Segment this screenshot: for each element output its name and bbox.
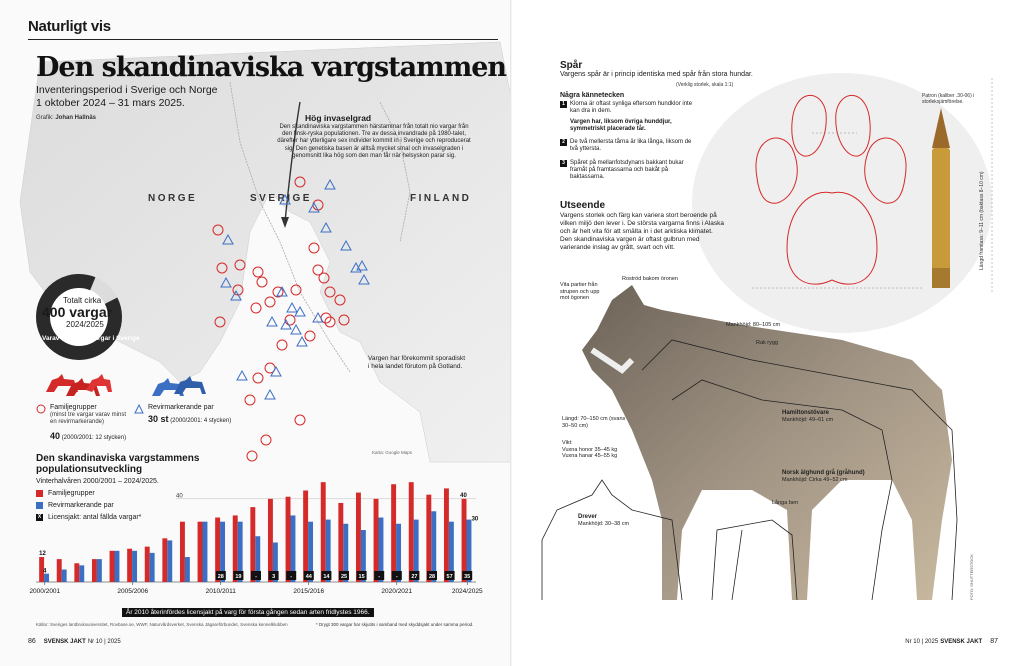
- wolf-pair-blue-icon: [150, 372, 210, 400]
- family-swatch: [36, 490, 43, 497]
- bar-family: [374, 499, 379, 582]
- paw-length-label: Längd framtass: 9–11 cm (baktass 8–10 cm): [979, 171, 985, 270]
- family-group-marker: [217, 263, 227, 273]
- sources: Källor: Sveriges lantbruksuniversitet, Rovbase.se, WWF, Naturvårdsverket, Svenska Jägareförbundet, Svenska kennelklubben: [36, 622, 288, 627]
- data-label-last-revir: 30: [471, 516, 479, 523]
- family-group-marker: [319, 273, 329, 283]
- family-group-marker: [313, 200, 323, 210]
- donut-sweden-label: Varav cirka 355 vargar i Sverige: [42, 335, 140, 342]
- revir-pair-marker: [321, 223, 331, 232]
- license-kill-label: -: [255, 574, 257, 580]
- family-group-marker: [295, 177, 305, 187]
- characteristic-1: 1 Klorna är oftast synliga eftersom hundklor inte kan dra in dem.: [560, 101, 700, 115]
- map-credit: Karta: Google Maps: [372, 450, 413, 455]
- family-group-marker: [235, 260, 245, 270]
- bar-family: [92, 559, 97, 582]
- label-elkhound: Norsk älghund grå (gråhund) Mankhöjd: Cirka 49–52 cm: [782, 470, 865, 483]
- section-tag: Naturligt vis: [28, 18, 111, 35]
- graphic-credit: Grafik: Johan Hallnäs: [36, 115, 97, 121]
- revir-pair-marker: [221, 278, 231, 287]
- label-back: Rak rygg: [756, 340, 779, 346]
- bar-revir: [202, 522, 207, 582]
- bar-family: [162, 538, 167, 582]
- footnote: * Drygt 300 vargar har skjutits i samband med skyddsjakt under samma period.: [316, 622, 474, 627]
- page-footer-right: Nr 10 | 2025 SVENSK JAKT 87: [905, 638, 998, 645]
- cartridge-label: Patron (kaliber .30-06) i storleksjämförelse.: [922, 93, 975, 105]
- bar-revir: [62, 570, 67, 582]
- license-kill-label: -: [395, 574, 398, 580]
- gridline-label: 40: [176, 493, 183, 500]
- family-group-marker: [213, 225, 223, 235]
- page-number: 87: [990, 638, 998, 645]
- label-hamilton: Hamiltonstövare Mankhöjd: 49–61 cm: [782, 410, 834, 423]
- label-rust: Roströd bakom öronen: [622, 276, 678, 282]
- license-kill-label: 14: [323, 574, 330, 580]
- scale-note: (Verklig storlek, skala 1:1): [676, 82, 734, 88]
- country-label-finland: FINLAND: [410, 193, 472, 204]
- bar-family: [356, 493, 361, 582]
- spar-subtitle: Vargens spår är i princip identiska med spår från stora hundar.: [560, 71, 753, 78]
- characteristic-2: 2 De två mellersta tårna är lika långa, liksom de två yttersta.: [560, 139, 700, 153]
- revir-pair-marker: [351, 263, 361, 272]
- bar-revir: [79, 565, 84, 582]
- bar-family: [198, 522, 203, 582]
- subtitle-2: 1 oktober 2024 – 31 mars 2025.: [36, 97, 185, 109]
- family-group-marker: [265, 297, 275, 307]
- bar-revir: [114, 551, 119, 582]
- x-tick-label: 2005/2006: [117, 588, 149, 595]
- x-tick-label: 2015/2016: [293, 588, 325, 595]
- bar-family: [426, 495, 431, 582]
- subtitle-1: Inventeringsperiod i Sverige och Norge: [36, 84, 218, 96]
- revir-pair-marker: [237, 371, 247, 380]
- x-tick-label: 2000/2001: [29, 588, 61, 595]
- revir-pair-marker: [223, 235, 233, 244]
- appearance-body: Vargens storlek och färg kan variera stort beroende på vilken miljö den lever i. De största vargarna finns i Alaska och är helt vita för att smälta in i det arktiska klimatet. Den skandinaviska vargen är oftast gulbrun med varierande inslag av grått, svart och vitt.: [560, 212, 725, 251]
- sporadic-note: Vargen har förekommit sporadiskt i hela landet förutom på Gotland.: [368, 355, 466, 370]
- family-group-marker: [253, 373, 263, 383]
- bar-family: [391, 484, 396, 582]
- bar-family: [110, 551, 115, 582]
- license-marker-icon: X: [37, 514, 42, 520]
- revir-pair-marker: [271, 367, 281, 376]
- license-kill-label: 44: [305, 574, 312, 580]
- characteristics-title: Några kännetecken: [560, 92, 625, 99]
- legend-family-count: 40 (2000/2001: 12 stycken): [50, 431, 127, 441]
- family-group-marker: [339, 315, 349, 325]
- label-legs: Långa ben: [772, 500, 798, 506]
- license-kill-label: 28: [217, 574, 224, 580]
- bar-family: [338, 503, 343, 582]
- characteristic-bold: Vargen har, liksom övriga hunddjur, symmetriskt placerade tår.: [570, 119, 672, 132]
- legend-family-label: Familjegrupper: [50, 404, 97, 411]
- annotation-body: Den skandinaviska vargstammen härstammar från totalt nio vargar från den finsk-ryska populationen. Tre av dessa invandrade på 1980-talet, därefter har ytterligare sex individer kommit in i Sverige och reproducerat sig. Den genetiska basen är alltså mycket smal och invaselgraden i genomsnitt lika hög som den man får när helsyskon parar sig.: [277, 124, 471, 159]
- bar-family: [321, 482, 326, 582]
- revir-pair-marker: [231, 291, 241, 300]
- bar-revir: [97, 559, 102, 582]
- family-group-marker: [335, 295, 345, 305]
- family-group-marker: [291, 285, 301, 295]
- country-label-sweden: SVERIGE: [250, 193, 312, 204]
- bar-family: [462, 499, 467, 582]
- bar-family: [268, 499, 276, 582]
- revir-pair-marker: [280, 195, 290, 204]
- x-tick-label: 2010/2011: [205, 588, 236, 595]
- family-group-marker: [325, 317, 335, 327]
- family-group-marker: [277, 340, 287, 350]
- family-group-marker: [215, 317, 225, 327]
- chart-legend-revir: Revirmarkerande par: [36, 502, 114, 509]
- bar-family: [180, 522, 185, 582]
- bar-family: [127, 549, 132, 582]
- bar-family: [250, 507, 255, 582]
- bar-family: [303, 490, 308, 582]
- spar-title: Spår: [560, 60, 583, 71]
- bar-family: [409, 482, 414, 582]
- country-label-norway: NORGE: [148, 193, 198, 204]
- family-group-marker: [295, 415, 305, 425]
- page-title: Den skandinaviska vargstammen: [36, 52, 507, 83]
- family-group-marker: [257, 277, 267, 287]
- license-kill-label: 27: [411, 574, 418, 580]
- license-kill-label: -: [378, 574, 381, 580]
- donut-total-value: 400 vargar: [42, 304, 113, 320]
- chart-legend-family: Familjegrupper: [36, 490, 95, 497]
- data-label-first-revir: 4: [43, 568, 47, 575]
- family-group-marker: [261, 435, 271, 445]
- data-label-first-family: 12: [39, 551, 46, 558]
- revir-pair-marker: [359, 275, 369, 284]
- family-group-marker: [251, 303, 261, 313]
- license-kill-label: 3: [272, 574, 276, 580]
- donut-period: 2024/2025: [66, 320, 104, 329]
- photo-credit: FOTO: SHUTTERSTOCK: [969, 554, 974, 600]
- donut-total-label: Totalt cirka: [63, 296, 102, 305]
- characteristic-3: 3 Spåret på mellanfotsdynans bakkant bukar framåt på framtassarna och bakåt på baktassarna.: [560, 160, 700, 181]
- x-tick-label: 2020/2021: [381, 588, 413, 595]
- revir-triangle-icon: [134, 404, 144, 414]
- family-circle-icon: [36, 404, 46, 414]
- revir-pair-marker: [341, 241, 351, 250]
- bar-family: [145, 547, 150, 582]
- family-group-marker: [253, 267, 263, 277]
- bar-revir: [185, 557, 190, 582]
- family-group-marker: [305, 331, 315, 341]
- appearance-title: Utseende: [560, 200, 606, 211]
- family-group-marker: [325, 287, 335, 297]
- chart-legend-license: X Licensjakt: antal fällda vargar*: [37, 514, 142, 521]
- family-group-marker: [309, 243, 319, 253]
- license-kill-label: 25: [340, 574, 348, 580]
- revir-pair-marker: [357, 261, 367, 270]
- chart-note: År 2010 återinfördes licensjakt på varg för första gången sedan arten fridlystes 1966.: [122, 608, 374, 617]
- bar-revir: [150, 553, 155, 582]
- x-tick-label: 2024/2025: [451, 588, 483, 595]
- bar-revir: [44, 574, 49, 582]
- revir-pair-marker: [287, 303, 297, 312]
- license-kill-label: 28: [428, 574, 436, 580]
- license-kill-label: 19: [235, 574, 242, 580]
- label-drever: Drever Mankhöjd: 30–38 cm: [578, 514, 630, 527]
- revir-pair-marker: [325, 180, 335, 189]
- bar-family: [57, 559, 62, 582]
- revir-pair-marker: [291, 325, 301, 334]
- license-kill-label: 15: [358, 574, 365, 580]
- chart-subtitle: Vinterhalvåren 2000/2001 – 2024/2025.: [36, 478, 159, 485]
- label-white-parts: Vita partier från strupen och upp mot ögonen: [560, 282, 600, 301]
- wolf-pack-red-icon: [44, 370, 114, 400]
- revir-pair-marker: [267, 317, 277, 326]
- page-footer-left: 86 SVENSK JAKT Nr 10 | 2025: [28, 638, 121, 645]
- revir-pair-marker: [265, 390, 275, 399]
- chart-title: Den skandinaviska vargstammens populationsutveckling: [36, 453, 200, 475]
- right-page: [512, 0, 1024, 666]
- bar-revir: [167, 540, 172, 582]
- bar-family: [444, 488, 449, 582]
- legend-revir-count: 30 st (2000/2001: 4 stycken): [148, 414, 232, 424]
- legend-family-sub: (minst tre vargar varav minst en revirmarkerande): [50, 412, 127, 425]
- bar-family: [286, 497, 291, 582]
- license-kill-label: 35: [464, 574, 471, 580]
- license-kill-label: 57: [446, 574, 453, 580]
- revir-swatch: [36, 502, 43, 509]
- population-bar-chart: [29, 478, 488, 608]
- page-number: 86: [28, 638, 36, 645]
- data-label-last-family: 40: [460, 492, 467, 499]
- annotation-title: Hög invaselgrad: [305, 113, 372, 123]
- label-shoulder: Mankhöjd: 80–105 cm: [726, 322, 781, 328]
- label-weight: Vikt: Vuxna honor 35–45 kg Vuxna hanar 45–55 kg: [562, 440, 618, 459]
- bar-family: [74, 563, 79, 582]
- label-length: Längd: 70–150 cm (svans 30–50 cm): [562, 416, 626, 429]
- legend-revir-label: Revirmarkerande par: [148, 404, 214, 411]
- bar-revir: [132, 551, 137, 582]
- license-kill-label: -: [290, 574, 293, 580]
